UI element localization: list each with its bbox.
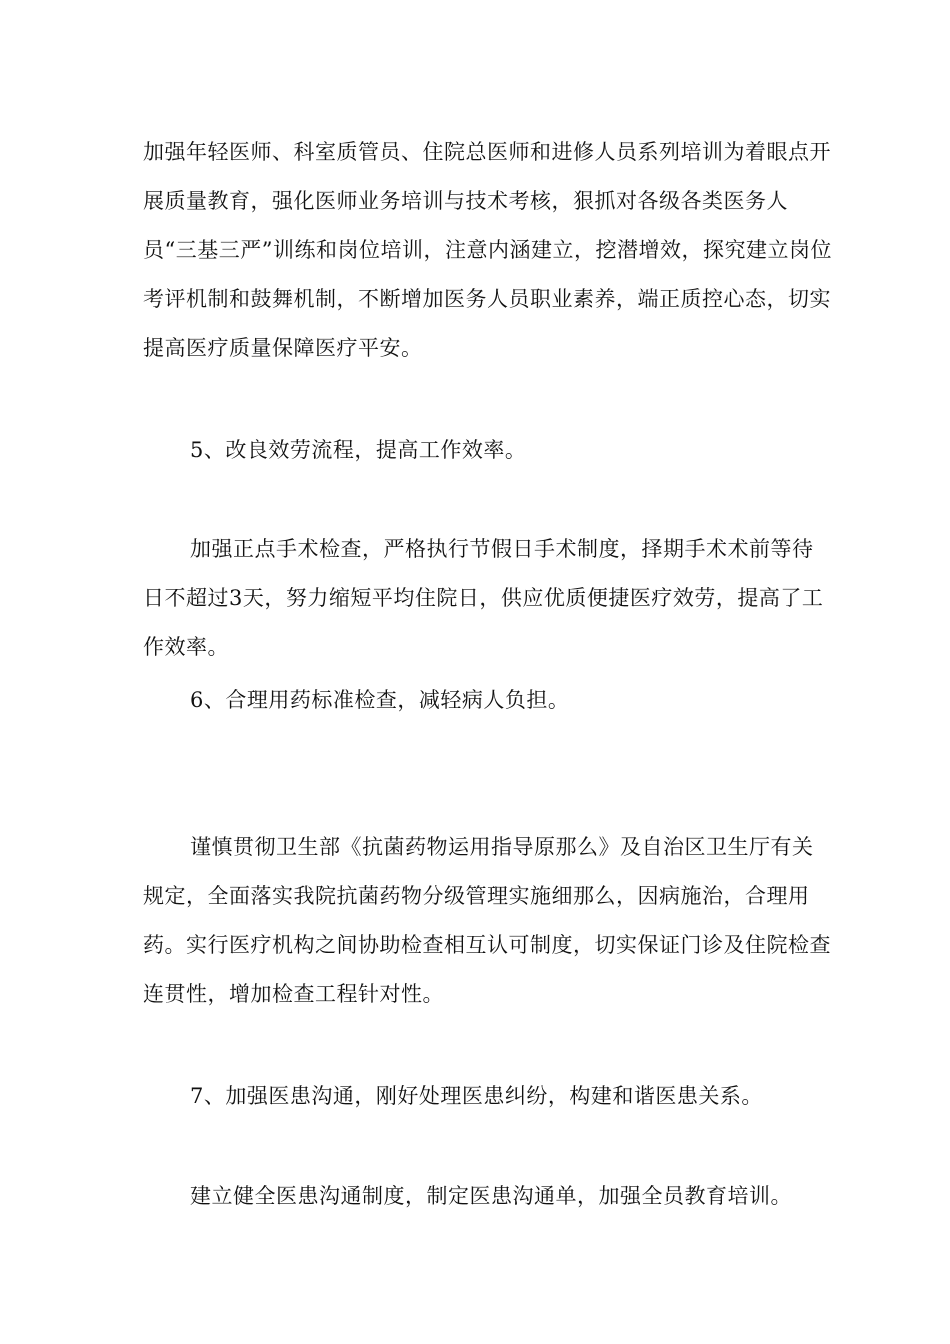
paragraph-surgery-efficiency: 加强正点手术检查，严格执行节假日手术制度，择期手术术前等待日不超过3天，努力缩短平均住院日，供应优质便捷医疗效劳，提高了工作效率。	[143, 537, 824, 659]
heading-service-process: 5、改良效劳流程，提高工作效率。	[190, 438, 527, 462]
paragraph-antibiotic-management: 谨慎贯彻卫生部《抗菌药物运用指导原那么》及自治区卫生厅有关规定，全面落实我院抗菌药物分级管理实施细那么，因病施治，合理用药。实行医疗机构之间协助检查相互认可制度，切实保证门诊及住院检查连贯性，增加检查工程针对性。	[143, 835, 831, 1006]
paragraph-quality-training: 加强年轻医师、科室质管员、住院总医师和进修人员系列培训为着眼点开展质量教育，强化医师业务培训与技术考核，狠抓对各级各类医务人员“三基三严”训练和岗位培训，注意内涵建立，挖潜增效，探究建立岗位考评机制和鼓舞机制，不断增加医务人员职业素养，端正质控心态，切实提高医疗质量保障医疗平安。	[143, 140, 832, 360]
paragraph-communication-system: 建立健全医患沟通制度，制定医患沟通单，加强全员教育培训。	[190, 1184, 792, 1208]
heading-rational-drug-use: 6、合理用药标准检查，减轻病人负担。	[190, 688, 570, 712]
heading-doctor-patient-communication: 7、加强医患沟通，刚好处理医患纠纷，构建和谐医患关系。	[190, 1084, 763, 1108]
